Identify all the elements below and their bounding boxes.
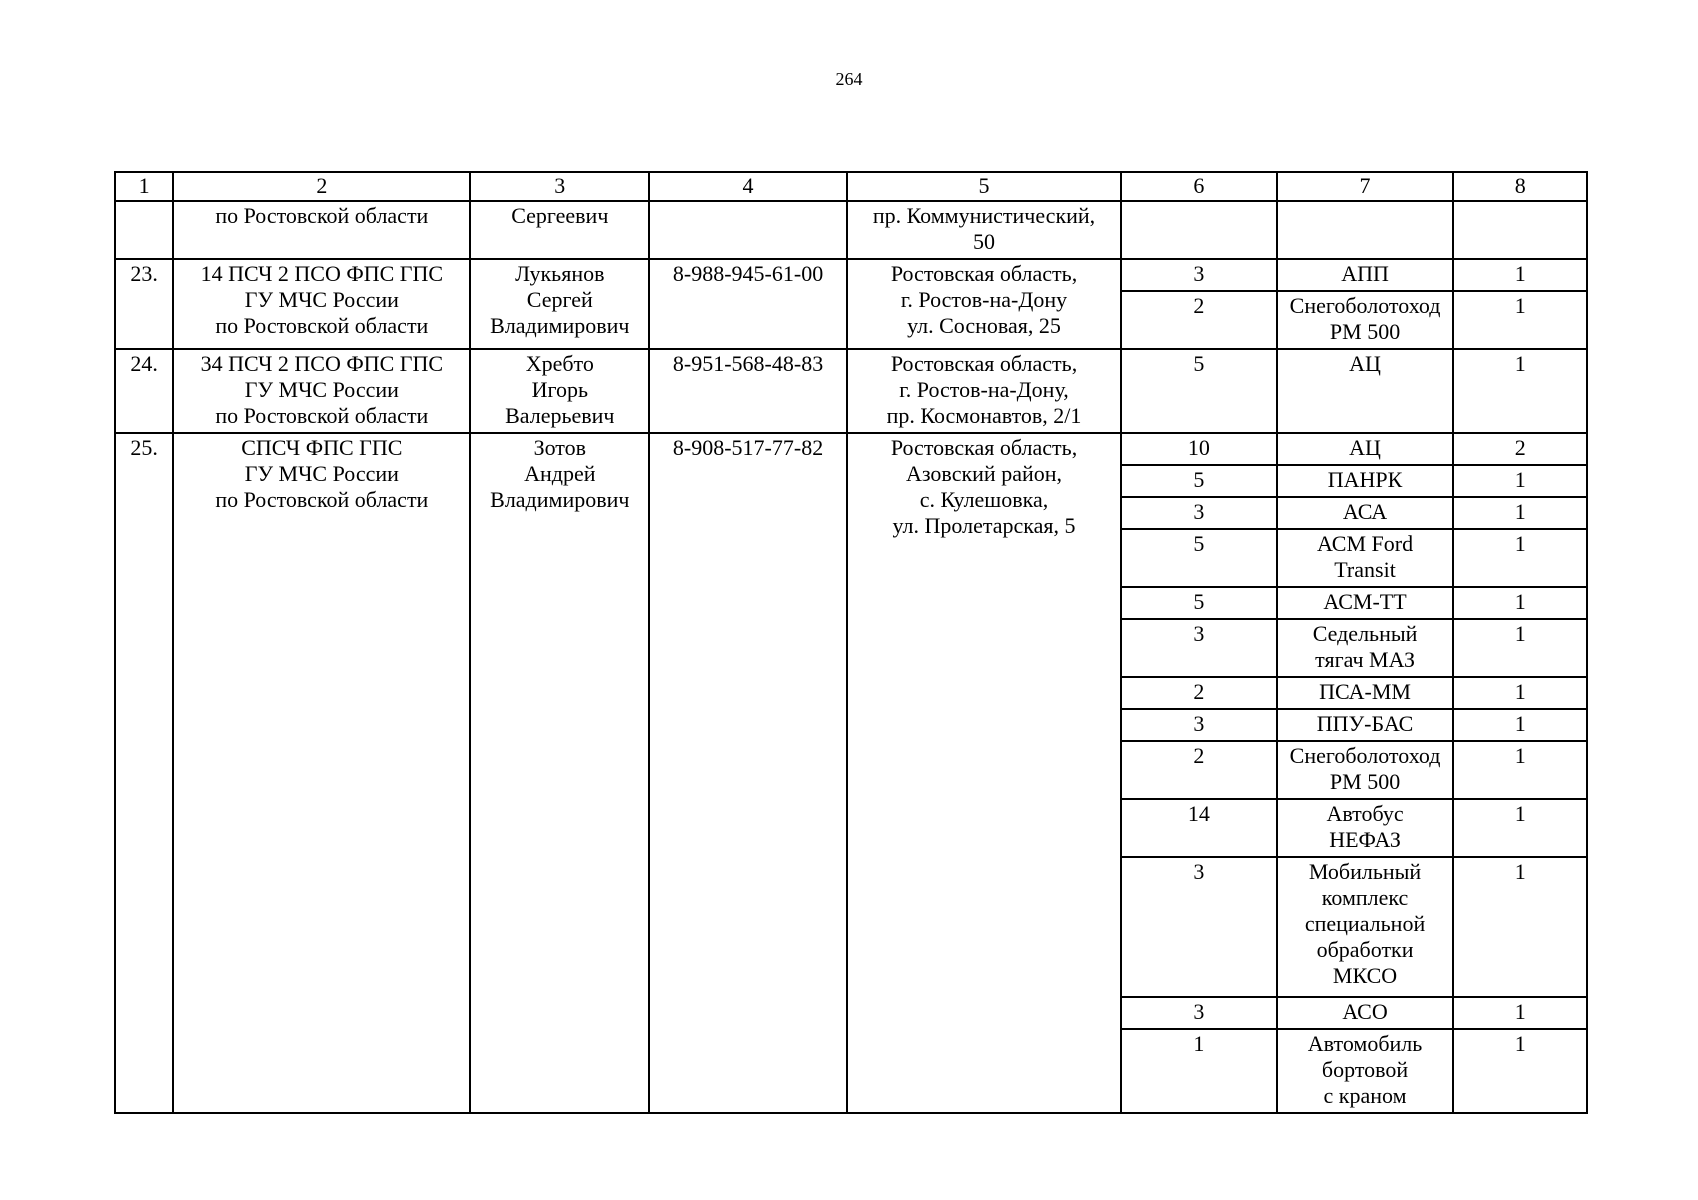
person-cell: Сергеевич (470, 201, 649, 259)
staff-count-cell: 3 (1121, 709, 1277, 741)
vehicle-type-cell: АСА (1277, 497, 1454, 529)
vehicle-type-cell: Седельный тягач МАЗ (1277, 619, 1454, 677)
vehicle-type-cell: Автомобиль бортовой с краном (1277, 1029, 1454, 1113)
continuation-row (115, 201, 1587, 259)
address-cell: Ростовская область, Азовский район, с. Кулешовка, ул. Пролетарская, 5 (847, 433, 1121, 1113)
vehicle-type-cell: АПП (1277, 259, 1454, 291)
vehicle-type-cell: ПАНРК (1277, 465, 1454, 497)
staff-count-cell: 2 (1121, 677, 1277, 709)
vehicle-count-cell (1453, 201, 1587, 259)
organization-cell: по Ростовской области (173, 201, 470, 259)
staff-count-cell: 5 (1121, 349, 1277, 433)
column-number-cell: 4 (649, 172, 847, 201)
vehicle-count-cell: 1 (1453, 857, 1587, 997)
entry-row (115, 349, 1587, 433)
row-number-cell: 25. (115, 433, 173, 1113)
column-number-cell: 8 (1453, 172, 1587, 201)
row-number-cell (115, 201, 173, 259)
staff-count-cell: 3 (1121, 259, 1277, 291)
vehicle-type-cell (1277, 201, 1454, 259)
vehicle-type-cell: АЦ (1277, 349, 1454, 433)
vehicle-count-cell: 1 (1453, 259, 1587, 291)
vehicle-count-cell: 1 (1453, 799, 1587, 857)
vehicle-count-cell: 1 (1453, 587, 1587, 619)
phone-cell: 8-951-568-48-83 (649, 349, 847, 433)
staff-count-cell: 1 (1121, 1029, 1277, 1113)
staff-count-cell (1121, 201, 1277, 259)
vehicle-type-cell: ПСА-ММ (1277, 677, 1454, 709)
table-body (115, 172, 1587, 1113)
vehicle-type-cell: Снегоболотоход РМ 500 (1277, 291, 1454, 349)
column-number-cell: 5 (847, 172, 1121, 201)
person-cell: Зотов Андрей Владимирович (470, 433, 649, 1113)
staff-count-cell: 14 (1121, 799, 1277, 857)
vehicle-type-cell: ППУ-БАС (1277, 709, 1454, 741)
page-number: 264 (835, 69, 863, 89)
organization-cell: 14 ПСЧ 2 ПСО ФПС ГПС ГУ МЧС России по Ростовской области (173, 259, 470, 349)
column-number-cell: 2 (173, 172, 470, 201)
person-cell: Лукьянов Сергей Владимирович (470, 259, 649, 349)
phone-cell (649, 201, 847, 259)
staff-count-cell: 3 (1121, 497, 1277, 529)
vehicle-type-cell: Снегоболотоход РМ 500 (1277, 741, 1454, 799)
staff-count-cell: 2 (1121, 291, 1277, 349)
vehicle-count-cell: 1 (1453, 497, 1587, 529)
staff-count-cell: 2 (1121, 741, 1277, 799)
vehicle-type-cell: Автобус НЕФАЗ (1277, 799, 1454, 857)
vehicle-count-cell: 1 (1453, 291, 1587, 349)
staff-count-cell: 5 (1121, 465, 1277, 497)
column-number-cell: 3 (470, 172, 649, 201)
column-number-cell: 1 (115, 172, 173, 201)
organization-cell: 34 ПСЧ 2 ПСО ФПС ГПС ГУ МЧС России по Ростовской области (173, 349, 470, 433)
vehicle-count-cell: 1 (1453, 465, 1587, 497)
row-number-cell: 23. (115, 259, 173, 349)
row-number-cell: 24. (115, 349, 173, 433)
column-number-row (115, 172, 1587, 201)
staff-count-cell: 5 (1121, 529, 1277, 587)
vehicle-count-cell: 1 (1453, 1029, 1587, 1113)
vehicle-count-cell: 1 (1453, 349, 1587, 433)
vehicle-count-cell: 1 (1453, 741, 1587, 799)
address-cell: пр. Коммунистический, 50 (847, 201, 1121, 259)
vehicle-count-cell: 1 (1453, 677, 1587, 709)
entry-row (115, 433, 1587, 465)
entry-row (115, 259, 1587, 291)
vehicle-type-cell: АСМ Ford Transit (1277, 529, 1454, 587)
vehicle-count-cell: 1 (1453, 709, 1587, 741)
staff-count-cell: 5 (1121, 587, 1277, 619)
vehicle-type-cell: АЦ (1277, 433, 1454, 465)
staff-count-cell: 3 (1121, 997, 1277, 1029)
vehicle-count-cell: 1 (1453, 529, 1587, 587)
vehicle-count-cell: 2 (1453, 433, 1587, 465)
staff-count-cell: 3 (1121, 619, 1277, 677)
organization-cell: СПСЧ ФПС ГПС ГУ МЧС России по Ростовской области (173, 433, 470, 1113)
staff-count-cell: 3 (1121, 857, 1277, 997)
person-cell: Хребто Игорь Валерьевич (470, 349, 649, 433)
vehicle-count-cell: 1 (1453, 619, 1587, 677)
address-cell: Ростовская область, г. Ростов-на-Дону, пр. Космонавтов, 2/1 (847, 349, 1121, 433)
staff-count-cell: 10 (1121, 433, 1277, 465)
column-number-cell: 7 (1277, 172, 1454, 201)
vehicle-type-cell: АСО (1277, 997, 1454, 1029)
column-number-cell: 6 (1121, 172, 1277, 201)
phone-cell: 8-908-517-77-82 (649, 433, 847, 1113)
address-cell: Ростовская область, г. Ростов-на-Дону ул. Сосновая, 25 (847, 259, 1121, 349)
vehicle-count-cell: 1 (1453, 997, 1587, 1029)
vehicle-type-cell: Мобильный комплекс специальной обработки МКСО (1277, 857, 1454, 997)
vehicles-table (114, 171, 1588, 1114)
vehicle-type-cell: АСМ-ТТ (1277, 587, 1454, 619)
phone-cell: 8-988-945-61-00 (649, 259, 847, 349)
